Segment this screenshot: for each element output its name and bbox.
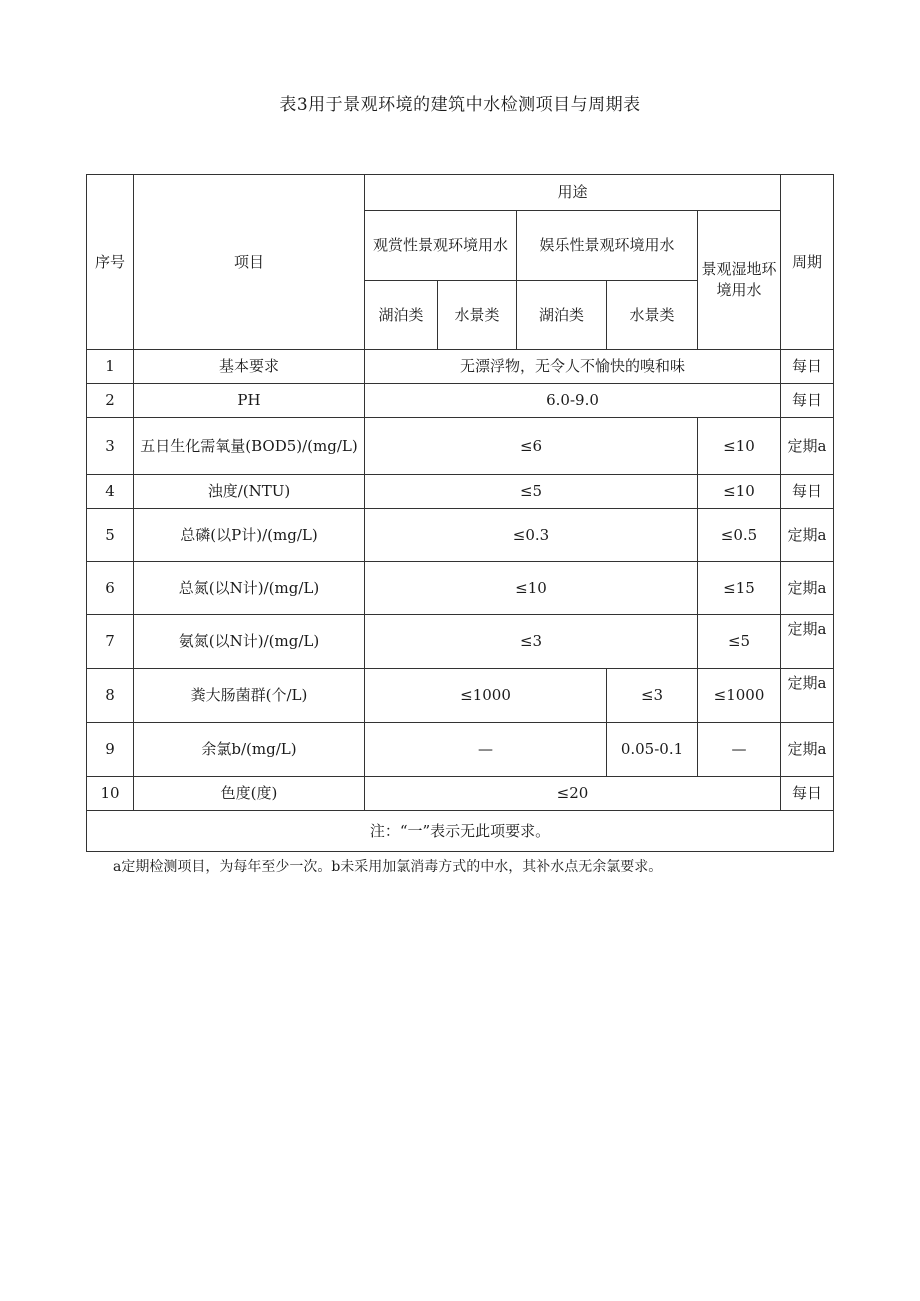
row-rec-water: ≤3 — [607, 669, 698, 723]
row-item: 五日生化需氧量(BOD5)/(mg/L) — [134, 418, 365, 475]
row-item: 基本要求 — [134, 350, 365, 384]
row-wetland: ≤15 — [698, 562, 781, 615]
header-row-1 — [87, 175, 834, 211]
header-rec-waterscape: 水景类 — [607, 281, 698, 350]
row-period: 定期a — [781, 669, 834, 723]
row-item: 氨氮(以N计)/(mg/L) — [134, 615, 365, 669]
row-item: 总磷(以P计)/(mg/L) — [134, 509, 365, 562]
header-usage: 用途 — [365, 175, 781, 211]
row-period: 每日 — [781, 350, 834, 384]
row-no: 5 — [87, 509, 134, 562]
row-item: 余氯b/(mg/L) — [134, 723, 365, 777]
table-row — [87, 509, 834, 562]
header-orn-waterscape: 水景类 — [438, 281, 517, 350]
row-item: 浊度/(NTU) — [134, 475, 365, 509]
row-wetland: ≤5 — [698, 615, 781, 669]
row-period: 每日 — [781, 777, 834, 811]
header-item: 项目 — [134, 175, 365, 350]
row-no: 7 — [87, 615, 134, 669]
table-row — [87, 562, 834, 615]
row-no: 10 — [87, 777, 134, 811]
row-value: ≤6 — [365, 418, 698, 475]
table-row — [87, 669, 834, 723]
row-rec-water: 0.05-0.1 — [607, 723, 698, 777]
row-item: 色度(度) — [134, 777, 365, 811]
row-wetland: ≤1000 — [698, 669, 781, 723]
row-period: 定期a — [781, 562, 834, 615]
header-ornamental: 观赏性景观环境用水 — [365, 211, 517, 281]
table-row — [87, 418, 834, 475]
row-no: 3 — [87, 418, 134, 475]
row-period: 定期a — [781, 418, 834, 475]
row-value: ≤20 — [365, 777, 781, 811]
row-value: ≤10 — [365, 562, 698, 615]
table-row — [87, 350, 834, 384]
table-row — [87, 384, 834, 418]
row-period: 每日 — [781, 384, 834, 418]
row-item: 总氮(以N计)/(mg/L) — [134, 562, 365, 615]
table-row — [87, 777, 834, 811]
row-wetland: ≤10 — [698, 418, 781, 475]
row-item: PH — [134, 384, 365, 418]
row-wetland: — — [698, 723, 781, 777]
row-period: 定期a — [781, 509, 834, 562]
footnote: a定期检测项目，为每年至少一次。b未采用加氯消毒方式的中水，其补水点无余氯要求。 — [113, 859, 663, 875]
inspection-table — [86, 174, 834, 852]
row-value: 6.0-9.0 — [365, 384, 781, 418]
table-title: 表3用于景观环境的建筑中水检测项目与周期表 — [279, 95, 641, 115]
header-wetland: 景观湿地环境用水 — [698, 211, 781, 350]
row-period: 定期a — [781, 723, 834, 777]
row-value: ≤3 — [365, 615, 698, 669]
row-value: ≤5 — [365, 475, 698, 509]
row-value: ≤1000 — [365, 669, 607, 723]
table-row — [87, 475, 834, 509]
row-no: 2 — [87, 384, 134, 418]
note-row — [87, 811, 834, 852]
row-wetland: ≤0.5 — [698, 509, 781, 562]
row-item: 粪大肠菌群(个/L) — [134, 669, 365, 723]
header-orn-lake: 湖泊类 — [365, 281, 438, 350]
header-period: 周期 — [781, 175, 834, 350]
table-note: 注：“一”表示无此项要求。 — [87, 811, 834, 852]
row-period: 每日 — [781, 475, 834, 509]
row-no: 4 — [87, 475, 134, 509]
row-wetland: ≤10 — [698, 475, 781, 509]
header-rec-lake: 湖泊类 — [517, 281, 607, 350]
row-no: 8 — [87, 669, 134, 723]
row-value: 无漂浮物，无令人不愉快的嗅和味 — [365, 350, 781, 384]
row-period: 定期a — [781, 615, 834, 669]
row-no: 1 — [87, 350, 134, 384]
header-recreational: 娱乐性景观环境用水 — [517, 211, 698, 281]
row-value: ≤0.3 — [365, 509, 698, 562]
table-row — [87, 723, 834, 777]
row-value: — — [365, 723, 607, 777]
header-seq: 序号 — [87, 175, 134, 350]
table-row — [87, 615, 834, 669]
row-no: 6 — [87, 562, 134, 615]
row-no: 9 — [87, 723, 134, 777]
